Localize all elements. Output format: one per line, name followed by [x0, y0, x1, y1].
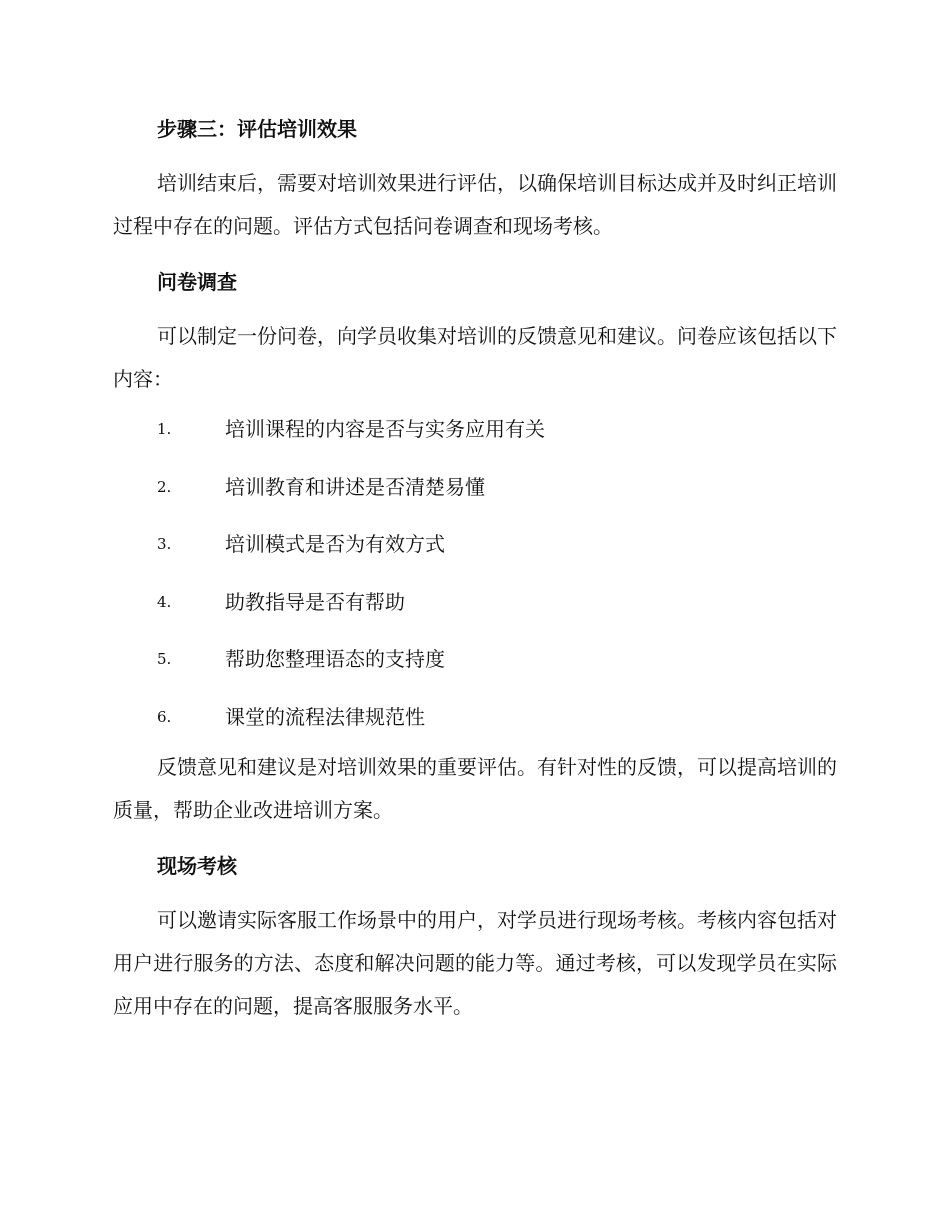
list-item-number: 6. [157, 707, 172, 726]
list-item-text: 培训教育和讲述是否清楚易懂 [225, 474, 485, 499]
onsite-heading: 现场考核 [157, 854, 237, 878]
list-item-text: 助教指导是否有帮助 [225, 589, 405, 614]
list-item [113, 574, 837, 632]
intro-paragraph: 培训结束后，需要对培训效果进行评估，以确保培训目标达成并及时纠正培训过程中存在的问题。评估方式包括问卷调查和现场考核。 [113, 171, 837, 238]
survey-heading: 问卷调查 [157, 270, 237, 294]
survey-intro-paragraph: 可以制定一份问卷，向学员收集对培训的反馈意见和建议。问卷应该包括以下内容： [113, 324, 837, 391]
list-item [113, 631, 837, 689]
list-item-text: 课堂的流程法律规范性 [225, 704, 425, 729]
list-item [113, 689, 837, 747]
list-item-text: 帮助您整理语态的支持度 [225, 647, 445, 671]
list-item-number: 1. [157, 420, 172, 438]
onsite-paragraph: 可以邀请实际客服工作场景中的用户，对学员进行现场考核。考核内容包括对用户进行服务的方法、态度和解决问题的能力等。通过考核，可以发现学员在实际应用中存在的问题，提高客服服务水平。 [113, 908, 837, 1018]
survey-conclusion-paragraph: 反馈意见和建议是对培训效果的重要评估。有针对性的反馈，可以提高培训的质量，帮助企业改进培训方案。 [113, 755, 837, 822]
list-item-number: 2. [157, 477, 172, 496]
list-item-text: 培训课程的内容是否与实务应用有关 [225, 417, 545, 441]
list-item [113, 516, 837, 574]
list-item-text: 培训模式是否为有效方式 [225, 532, 445, 556]
list-item [113, 459, 837, 517]
list-item-number: 4. [157, 592, 172, 611]
list-item [113, 401, 837, 459]
document-page [113, 110, 837, 1028]
list-item-number: 5. [157, 650, 172, 668]
step3-heading: 步骤三：评估培训效果 [157, 117, 357, 141]
list-item-number: 3. [157, 535, 172, 553]
survey-items-list [113, 401, 837, 746]
